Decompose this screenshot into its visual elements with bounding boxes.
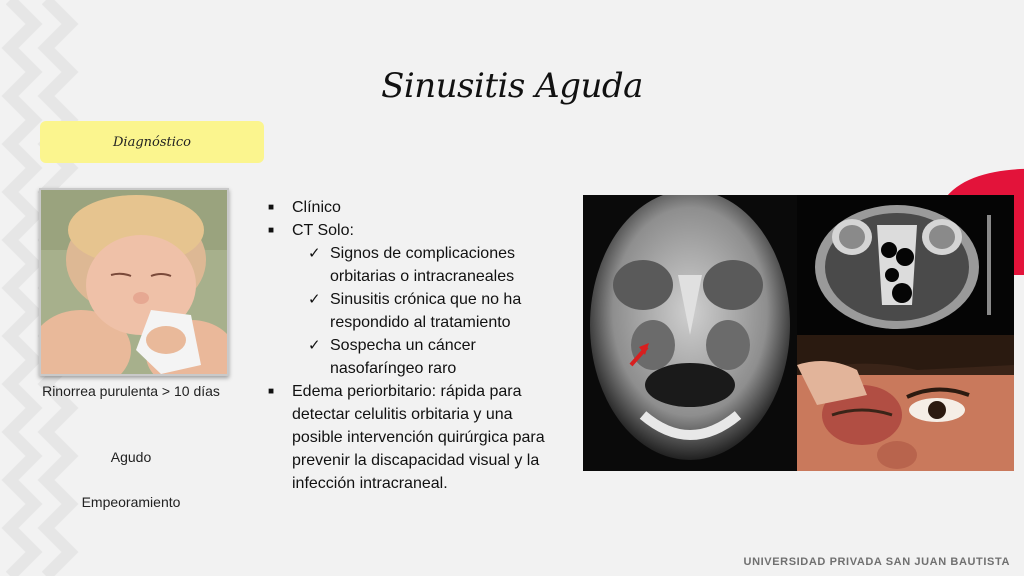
sub-bullet-text: Sospecha un cáncer nasofaríngeo raro: [330, 337, 476, 377]
skull-xray-image: [583, 195, 797, 471]
bullet-list: [268, 196, 558, 495]
sub-bullet: [268, 334, 558, 380]
diagnosis-box: Diagnóstico: [40, 121, 264, 163]
checkmark-icon: ✓: [308, 245, 321, 262]
sub-bullet-text: Sinusitis crónica que no ha respondido al tratamiento: [330, 291, 522, 331]
periorbital-edema-photo: [797, 335, 1014, 471]
university-footer: UNIVERSIDAD PRIVADA SAN JUAN BAUTISTA: [743, 556, 1010, 568]
sub-bullet-text: Signos de complicaciones orbitarias o intracraneales: [330, 245, 515, 285]
sub-bullet: [268, 242, 558, 288]
slide-title: Sinusitis Aguda: [381, 66, 643, 106]
square-bullet-icon: ■: [268, 202, 275, 213]
square-bullet-icon: ■: [268, 225, 275, 236]
symptom-label-rinorrea: Rinorrea purulenta > 10 días: [42, 383, 220, 399]
bullet-clinico: [268, 196, 558, 219]
sub-bullet: [268, 288, 558, 334]
baby-photo: [39, 188, 229, 376]
symptom-label-agudo: Agudo: [110, 449, 152, 465]
bullet-edema: [268, 380, 558, 495]
ct-scan-image: [797, 195, 1014, 335]
bullet-text: CT Solo:: [292, 222, 354, 239]
bullet-ct-solo: [268, 219, 558, 242]
checkmark-icon: ✓: [308, 337, 321, 354]
bullet-text: Clínico: [292, 199, 341, 216]
checkmark-icon: ✓: [308, 291, 321, 308]
bullet-text: Edema periorbitario: rápida para detectar celulitis orbitaria y una posible intervención quirúrgica para prevenir la discapacidad visual y la infección intracraneal.: [292, 383, 545, 492]
square-bullet-icon: ■: [268, 386, 275, 397]
symptom-label-empeoramiento: Empeoramiento: [81, 494, 181, 510]
